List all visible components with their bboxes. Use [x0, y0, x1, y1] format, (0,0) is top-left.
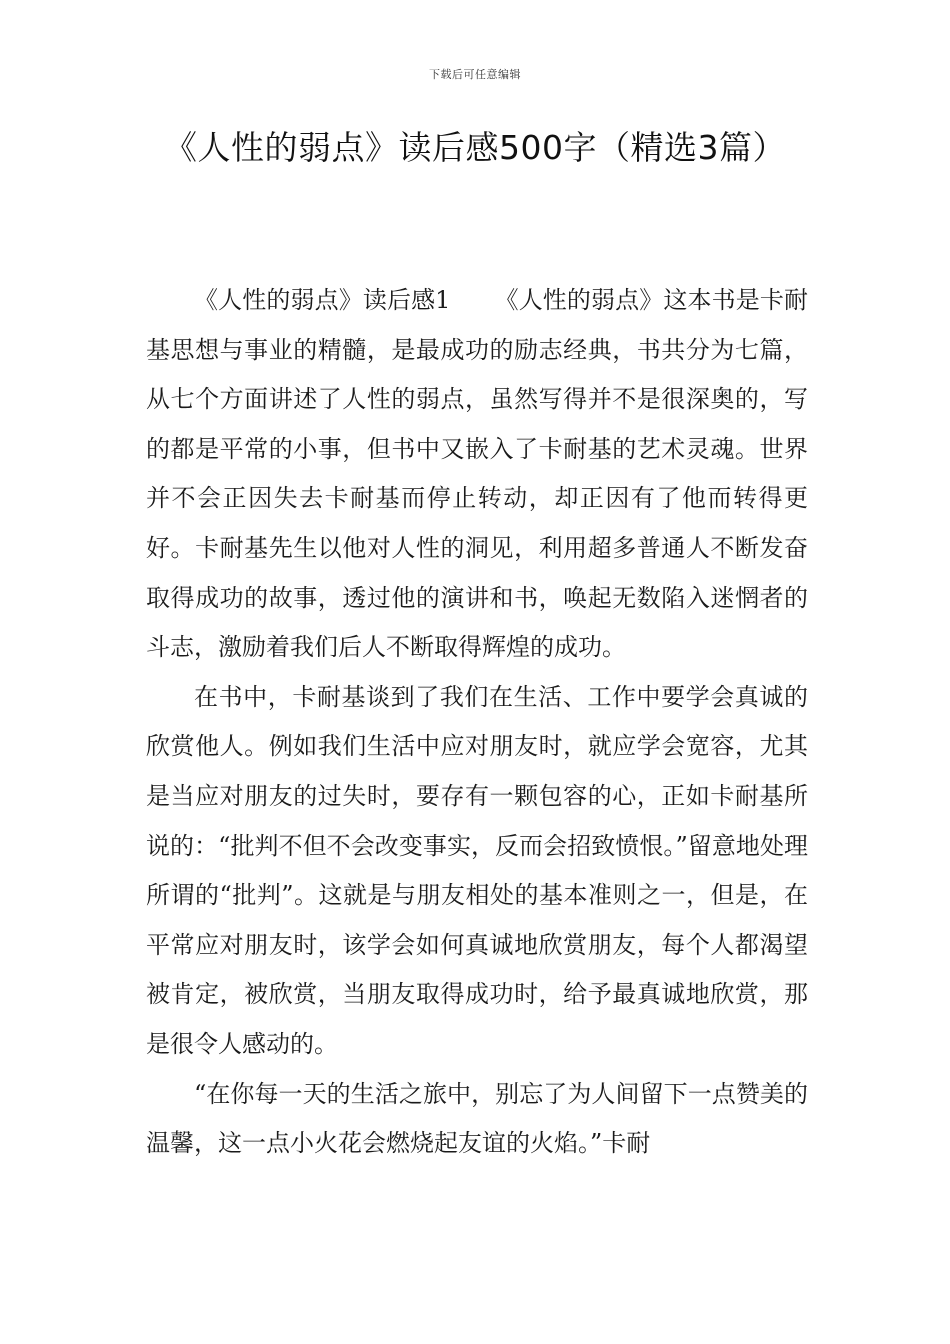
document-body — [146, 276, 808, 1169]
document-title: 《人性的弱点》读后感500字（精选3篇） — [164, 128, 786, 167]
paragraph-1 — [146, 276, 808, 673]
paragraph-3: “在你每一天的生活之旅中，别忘了为人间留下一点赞美的温馨，这一点小火花会燃烧起友谊的火焰。”卡耐 — [146, 1079, 808, 1158]
page-header-note: 下载后可任意编辑 — [429, 68, 521, 81]
paragraph-2: 在书中，卡耐基谈到了我们在生活、工作中要学会真诚的欣赏他人。例如我们生活中应对朋友时，就应学会宽容，尤其是当应对朋友的过失时，要存有一颗包容的心，正如卡耐基所说的：“批判不但不会改变事实，反而会招致愤恨。”留意地处理所谓的“批判”。这就是与朋友相处的基本准则之一，但是，在平常应对朋友时，该学会如何真诚地欣赏朋友，每个人都渴望被肯定，被欣赏，当朋友取得成功时，给予最真诚地欣赏，那是很令人感动的。 — [146, 682, 808, 1058]
paragraph-1-text: 《人性的弱点》这本书是卡耐基思想与事业的精髓，是最成功的励志经典，书共分为七篇，从七个方面讲述了人性的弱点，虽然写得并不是很深奥的，写的都是平常的小事，但书中又嵌入了卡耐基的艺术灵魂。世界并不会正因失去卡耐基而停止转动，却正因有了他而转得更好。卡耐基先生以他对人性的洞见，利用超多普通人不断发奋取得成功的故事，透过他的演讲和书，唤起无数陷入迷惘者的斗志，激励着我们后人不断取得辉煌的成功。 — [146, 286, 808, 662]
section-heading: 《人性的弱点》读后感1 — [194, 286, 451, 314]
